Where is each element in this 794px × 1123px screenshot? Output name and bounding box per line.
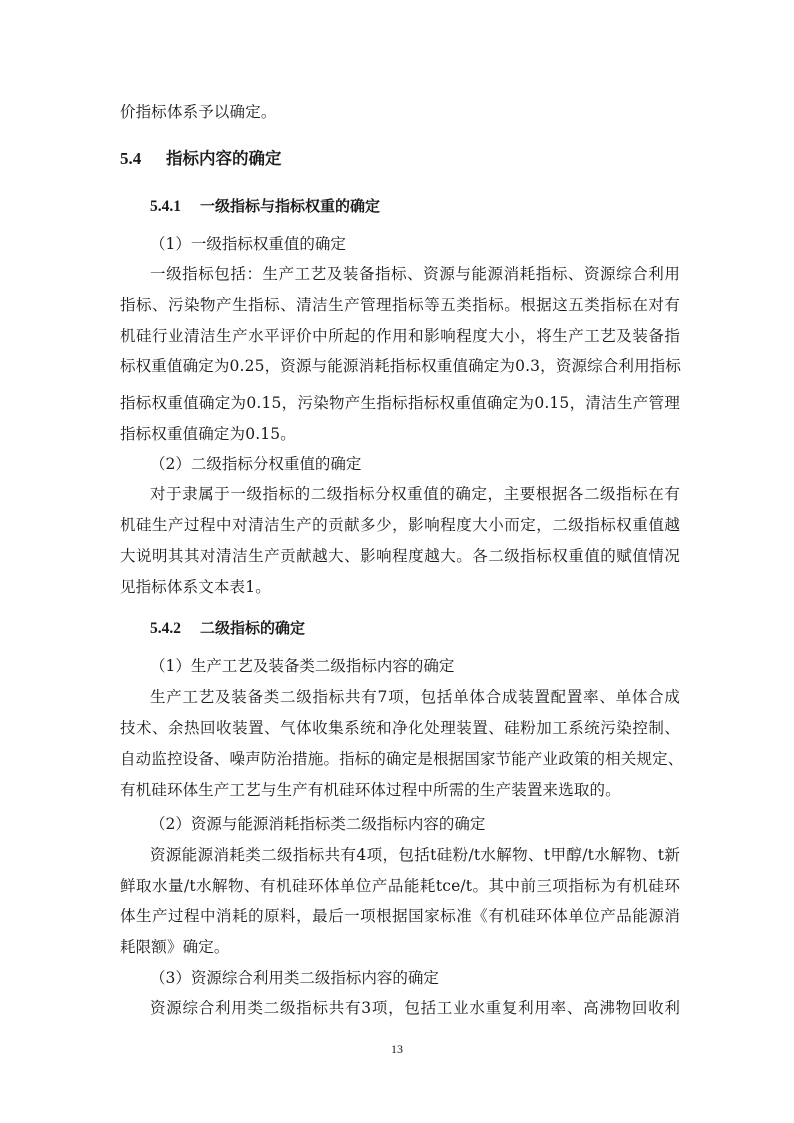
paragraph-line: 生产工艺及装备类二级指标共有7项，包括单体合成装置配置率、单体合成 — [150, 688, 680, 706]
subsection-heading-5-4-2 — [150, 618, 305, 639]
paragraph-line: 大说明其其对清洁生产贡献越大、影响程度越大。各二级指标权重值的赋值情况 — [120, 547, 680, 565]
item-heading: （1）生产工艺及装备类二级指标内容的确定 — [150, 657, 455, 675]
paragraph-line: 标权重值确定为0.25，资源与能源消耗指标权重值确定为0.3，资源综合利用指标 — [120, 357, 682, 375]
paragraph-line: 指标、污染物产生指标、清洁生产管理指标等五类指标。根据这五类指标在对有 — [120, 296, 680, 314]
item-heading: （1）一级指标权重值的确定 — [150, 235, 346, 253]
paragraph-line: 指标权重值确定为0.15，污染物产生指标指标权重值确定为0.15，清洁生产管理 — [120, 394, 680, 412]
item-heading: （2）二级指标分权重值的确定 — [150, 455, 362, 473]
page-number: 13 — [391, 1042, 403, 1056]
section-number: 5.4 — [120, 149, 142, 168]
paragraph-line: 自动监控设备、噪声防治措施。指标的确定是根据国家节能产业政策的相关规定、 — [120, 750, 684, 768]
paragraph-line: 技术、余热回收装置、气体收集系统和净化处理装置、硅粉加工系统污染控制、 — [120, 719, 680, 737]
paragraph-line: 价指标体系予以确定。 — [120, 103, 277, 121]
paragraph-line: 机硅行业清洁生产水平评价中所起的作用和影响程度大小，将生产工艺及装备指 — [120, 327, 680, 345]
paragraph-line: 有机硅环体生产工艺与生产有机硅环体过程中所需的生产装置来选取的。 — [120, 781, 621, 799]
item-heading: （2）资源与能源消耗指标类二级指标内容的确定 — [150, 815, 486, 833]
paragraph-line: 见指标体系文本表1。 — [120, 578, 271, 596]
paragraph-line: 对于隶属于一级指标的二级指标分权重值的确定，主要根据各二级指标在有 — [150, 485, 680, 503]
paragraph-line: 机硅生产过程中对清洁生产的贡献多少，影响程度大小而定，二级指标权重值越 — [120, 516, 680, 534]
subsection-title: 一级指标与指标权重的确定 — [200, 197, 381, 215]
paragraph-line: 鲜取水量/t水解物、有机硅环体单位产品能耗tce/t。其中前三项指标为有机硅环 — [120, 877, 680, 895]
paragraph-line: 体生产过程中消耗的原料，最后一项根据国家标准《有机硅环体单位产品能源消 — [120, 907, 680, 925]
subsection-title: 二级指标的确定 — [200, 619, 306, 637]
subsection-heading-5-4-1 — [150, 196, 380, 217]
subsection-number: 5.4.1 — [150, 198, 181, 215]
paragraph-line: 一级指标包括：生产工艺及装备指标、资源与能源消耗指标、资源综合利用 — [150, 265, 680, 283]
paragraph-line: 资源能源消耗类二级指标共有4项，包括t硅粉/t水解物、t甲醇/t水解物、t新 — [150, 846, 680, 864]
section-heading-5-4 — [120, 148, 282, 170]
paragraph-line: 指标权重值确定为0.15。 — [120, 425, 296, 443]
paragraph-line: 耗限额》确定。 — [120, 938, 230, 956]
paragraph-line: 资源综合利用类二级指标共有3项，包括工业水重复利用率、高沸物回收利 — [150, 999, 680, 1017]
item-heading: （3）资源综合利用类二级指标内容的确定 — [150, 969, 439, 987]
section-title: 指标内容的确定 — [166, 149, 282, 168]
subsection-number: 5.4.2 — [150, 620, 181, 637]
